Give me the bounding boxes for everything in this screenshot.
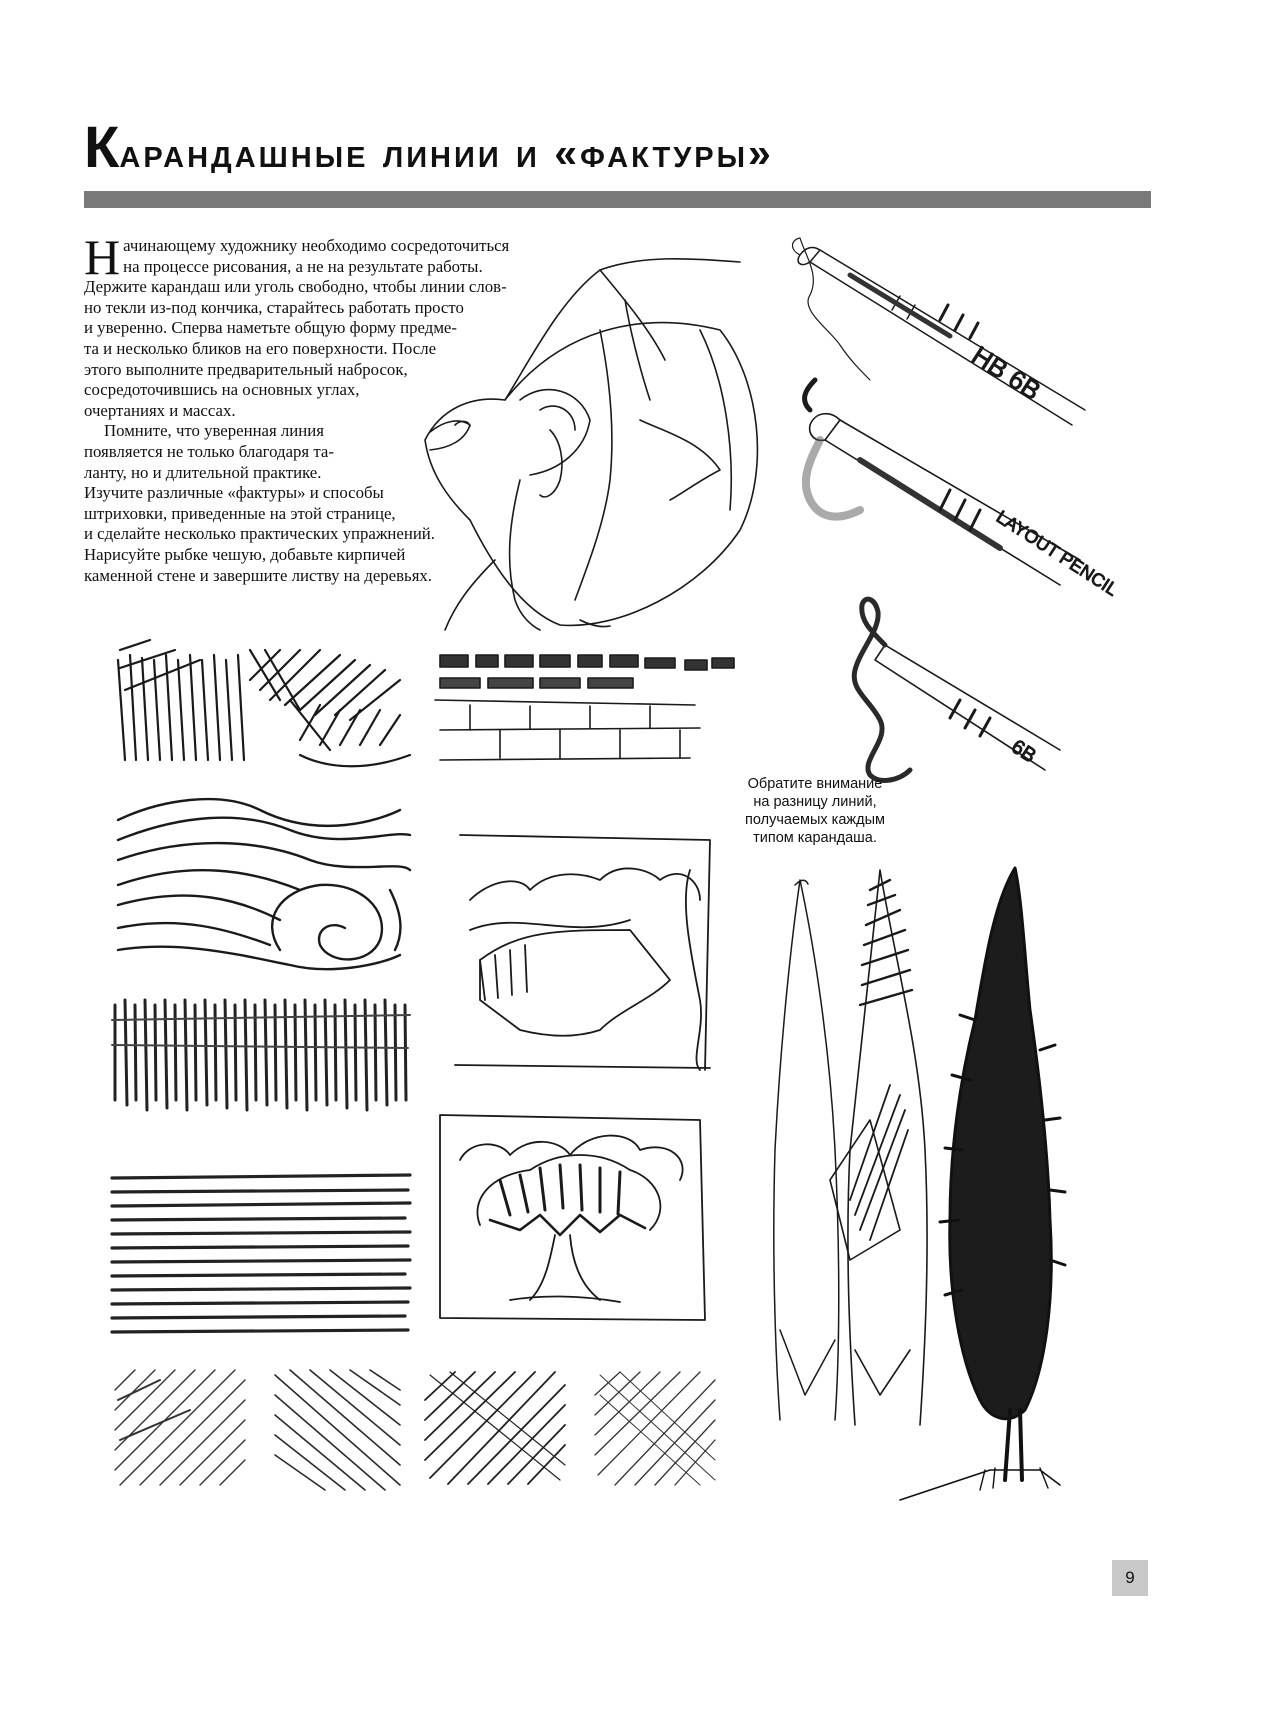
- text-line: каменной стене и завершите листву на деревьях.: [84, 565, 432, 585]
- text-line: Нарисуйте рыбке чешую, добавьте кирпичей: [84, 544, 406, 564]
- texture-swirl: [118, 799, 410, 969]
- text-line: ачинающему художнику необходимо сосредоточиться: [123, 236, 510, 255]
- text-line: ланту, но и длительной практике.: [84, 462, 322, 482]
- caption-line: типом карандаша.: [753, 830, 877, 846]
- text-line: этого выполните предварительный набросок,: [84, 359, 408, 379]
- body-text: [84, 229, 644, 586]
- cypress-outline: [774, 880, 839, 1420]
- text-line: появляется не только благодаря та-: [84, 441, 334, 461]
- hatch-square-2: [275, 1370, 400, 1490]
- tree-sketch: [440, 1115, 705, 1320]
- dropcap: Н: [84, 229, 121, 285]
- pencil-label-6b: 6B: [1007, 735, 1040, 768]
- pencil-layout: [805, 380, 1080, 585]
- text-line: но текли из-под кончика, старайтесь работать просто: [84, 297, 464, 317]
- text-line: та и несколько бликов на его поверхности. После: [84, 338, 437, 358]
- caption-line: на разницу линий,: [753, 794, 877, 810]
- hatch-square-3: [425, 1372, 565, 1484]
- texture-vertical: [112, 1000, 410, 1110]
- text-line: штриховки, приведенные на этой странице,: [84, 503, 396, 523]
- page-number: 9: [1112, 1560, 1148, 1596]
- text-line: и уверенно. Сперва наметьте общую форму предме-: [84, 318, 457, 338]
- title-first-letter: К: [84, 115, 120, 180]
- cypress-hatched: [830, 870, 927, 1425]
- text-line: Помните, что уверенная линия: [104, 421, 324, 441]
- text-line: Держите карандаш или уголь свободно, чтобы линии слов-: [84, 277, 507, 297]
- text-line: сосредоточившись на основных углах,: [84, 380, 360, 400]
- text-line: на процессе рисования, а не на результате работы.: [123, 256, 483, 276]
- hatch-square-4: [595, 1372, 715, 1485]
- texture-bricks: [435, 655, 734, 760]
- text-line: и сделайте несколько практических упражнений.: [84, 524, 435, 544]
- caption-line: получаемых каждым: [745, 812, 885, 828]
- text-line: Изучите различные «фактуры» и способы: [84, 483, 384, 503]
- title-rest: арандашные линии и «фактуры»: [119, 130, 774, 176]
- pencil-hb6b: [793, 238, 1086, 425]
- texture-horizontal: [112, 1175, 410, 1332]
- pencil-caption: [735, 775, 895, 847]
- paragraph-1: [84, 229, 644, 421]
- texture-hatch-mix: [118, 640, 410, 766]
- pencil-label-layout: LAYOUT PENCIL: [992, 506, 1122, 600]
- hatch-square-1: [115, 1370, 245, 1485]
- paragraph-2: [84, 421, 644, 586]
- caption-line: Обратите внимание: [747, 776, 883, 792]
- landscape-sketch: [455, 835, 710, 1070]
- cypress-dark: [900, 868, 1065, 1500]
- pencil-label-hb6b: HB 6B: [966, 339, 1047, 406]
- text-line: очертаниях и массах.: [84, 400, 236, 420]
